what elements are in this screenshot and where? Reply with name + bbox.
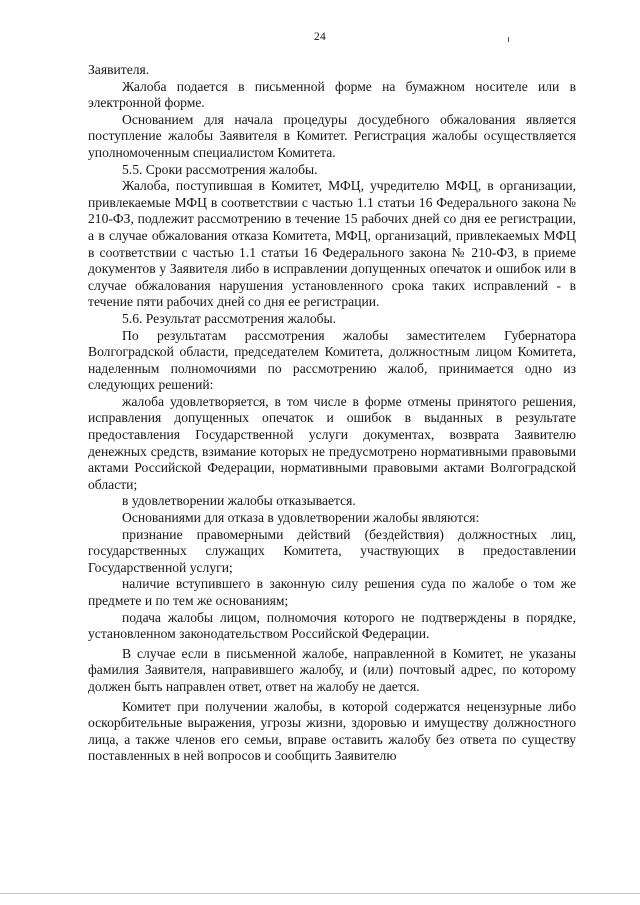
- paragraph-anonymous-complaint: В случае если в письменной жалобе, направленной в Комитет, не указаны фамилия Заявителя, направившего жалобу, и (или) почтовый адрес, по которому должен быть направлен ответ, ответ на жалобу не дается.: [88, 645, 576, 694]
- list-item-no-authority: подача жалобы лицом, полномочия которого не подтверждены в порядке, установленном законодательством Российской Федерации.: [88, 609, 576, 642]
- paragraph-review-terms: Жалоба, поступившая в Комитет, МФЦ, учредителю МФЦ, в организации, привлекаемые МФЦ в соответствии с частью 1.1 статьи 16 Федерального закона № 210-ФЗ, подлежит рассмотрению в течение 15 рабочих дней со дня ее регистрации, а в случае обжалования отказа Комитета, МФЦ, организаций, привлекаемых МФЦ в соответствии с частью 1.1 статьи 16 Федерального закона № 210-ФЗ, в приеме документов у Заявителя либо в исправлении допущенных опечаток и ошибок или в случае обжалования нарушения установленного срока таких исправлений - в течение пяти рабочих дней со дня ее регистрации.: [88, 178, 576, 310]
- paragraph-appeal-basis: Основанием для начала процедуры досудебного обжалования является поступление жалобы Заявителя в Комитет. Регистрация жалобы осуществляется уполномоченным специалистом Комитета.: [88, 111, 576, 160]
- list-item-decision-satisfy: жалоба удовлетворяется, в том числе в форме отмены принятого решения, исправления допущенных опечаток и ошибок в выданных в результате предоставления Государственной услуги документах, возврата Заявителю денежных средств, взимание которых не предусмотрено нормативными правовыми актами Российской Федерации, нормативными правовыми актами Волгоградской области;: [88, 393, 576, 492]
- scan-mark: [508, 37, 509, 42]
- section-heading-5-5: 5.5. Сроки рассмотрения жалобы.: [122, 161, 318, 177]
- list-item-decision-refuse: в удовлетворении жалобы отказывается.: [122, 493, 356, 509]
- paragraph-continuation: Заявителя.: [88, 62, 150, 77]
- document-body: [88, 62, 576, 765]
- section-heading-5-6: 5.6. Результат рассмотрения жалобы.: [122, 310, 337, 326]
- paragraph-review-results: По результатам рассмотрения жалобы заместителем Губернатора Волгоградской области, председателем Комитета, должностным лицом Комитета, наделенным полномочиями по рассмотрению жалоб, принимается одно из следующих решений:: [88, 327, 576, 393]
- paragraph-offensive-complaint: Комитет при получении жалобы, в которой содержатся нецензурные либо оскорбительные выражения, угрозы жизни, здоровью и имуществу должностного лица, а также членов его семьи, вправе оставить жалобу без ответа по существу поставленных в ней вопросов и сообщить Заявителю: [88, 698, 576, 764]
- paragraph-complaint-form: Жалоба подается в письменной форме на бумажном носителе или в электронной форме.: [88, 78, 576, 111]
- list-item-lawful-actions: признание правомерными действий (бездействия) должностных лиц, государственных служащих Комитета, участвующих в предоставлении Государственной услуги;: [88, 526, 576, 575]
- list-item-court-decision: наличие вступившего в законную силу решения суда по жалобе о том же предмете и по тем же основаниям;: [88, 576, 576, 608]
- paragraph-refusal-grounds: Основаниями для отказа в удовлетворении жалобы являются:: [122, 510, 480, 526]
- page-bottom-edge: [0, 893, 640, 894]
- page-number: 24: [313, 31, 327, 43]
